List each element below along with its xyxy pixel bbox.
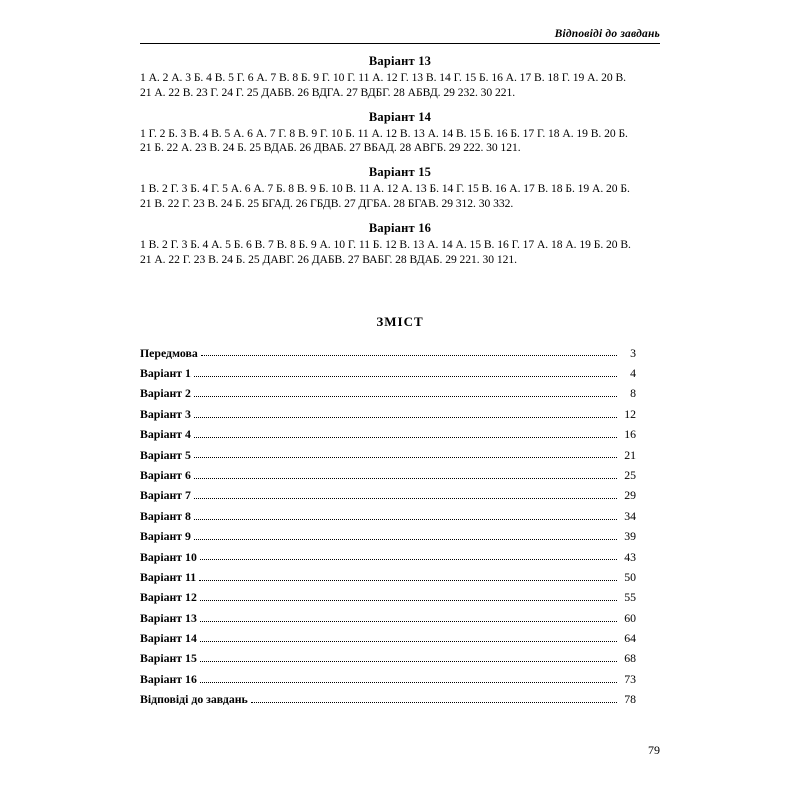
- answer-line: 21 Б. 22 А. 23 В. 24 Б. 25 ВДАБ. 26 ДВАБ. 27 ВБАД. 28 АВГБ. 29 222. 30 121.: [140, 141, 521, 155]
- toc-entry[interactable]: [140, 429, 636, 441]
- toc-entry-label: Варіант 14: [140, 631, 197, 646]
- answer-line: 21 В. 22 Г. 23 В. 24 Б. 25 БГАД. 26 ГБДВ. 27 ДГБА. 28 БГАВ. 29 312. 30 332.: [140, 197, 514, 211]
- toc-entry[interactable]: [140, 671, 636, 686]
- toc-entry-page: 55: [624, 590, 636, 605]
- toc-entry-page: 25: [624, 467, 636, 482]
- answer-block: [140, 165, 660, 212]
- running-head: Відповіді до завдань: [554, 28, 660, 40]
- toc-entry[interactable]: [140, 508, 636, 523]
- toc-leader-dots: [201, 354, 617, 356]
- toc-leader-dots: [200, 681, 617, 683]
- toc-entry-label: Відповіді до завдань: [140, 692, 248, 707]
- toc-leader-dots: [194, 456, 617, 458]
- toc-entry[interactable]: [140, 406, 636, 421]
- toc-entry-page: 8: [630, 386, 636, 401]
- toc-entry-label: Варіант 12: [140, 590, 197, 605]
- answer-line: 1 В. 2 Г. 3 Б. 4 А. 5 Б. 6 В. 7 В. 8 Б. 9 А. 10 Г. 11 Б. 12 В. 13 А. 14 А. 15 В. 16 Г. 17 А. 18 А. 19 Б. 20 В.: [140, 237, 631, 251]
- toc-leader-dots: [194, 416, 617, 418]
- toc-entry[interactable]: [140, 467, 636, 482]
- toc-entry-page: 12: [624, 406, 636, 421]
- answer-block-title: Варіант 13: [368, 54, 432, 68]
- toc-title: ЗМІСТ: [376, 313, 424, 329]
- toc-entry-page: 64: [624, 631, 636, 646]
- table-of-contents: [140, 345, 636, 707]
- toc-leader-dots: [194, 518, 617, 520]
- toc-entry-label: Варіант 4: [140, 427, 191, 442]
- toc-entry-label: Варіант 9: [140, 529, 191, 544]
- toc-entry-label: Варіант 7: [140, 488, 191, 503]
- answer-line: 1 Г. 2 Б. 3 В. 4 В. 5 А. 6 А. 7 Г. 8 В. 9 Г. 10 Б. 11 А. 12 В. 13 А. 14 В. 15 Б. 16 Б. 17 Г. 18 А. 19 В. 20 Б.: [140, 126, 628, 140]
- toc-entry-page: 3: [630, 345, 636, 360]
- toc-entry[interactable]: [140, 592, 636, 604]
- toc-entry[interactable]: [140, 610, 636, 625]
- toc-entry-page: 68: [624, 651, 636, 666]
- toc-entry-page: 78: [624, 692, 636, 707]
- toc-entry-label: Варіант 3: [140, 406, 191, 421]
- page-number: 79: [648, 743, 660, 757]
- toc-leader-dots: [251, 701, 617, 703]
- toc-entry-label: Варіант 8: [140, 508, 191, 523]
- toc-entry[interactable]: [140, 447, 636, 462]
- toc-entry-page: 34: [624, 508, 636, 523]
- header-rule: [140, 43, 660, 44]
- answer-block-title: Варіант 15: [368, 165, 432, 180]
- toc-entry[interactable]: [140, 549, 636, 564]
- answer-block-title: Варіант 14: [368, 109, 432, 124]
- toc-entry-page: 73: [624, 671, 636, 686]
- toc-entry-page: 29: [624, 488, 636, 503]
- answer-line: 21 А. 22 В. 23 Г. 24 Г. 25 ДАБВ. 26 ВДГА. 27 ВДБГ. 28 АБВД. 29 232. 30 221.: [140, 85, 516, 99]
- answer-block: [140, 54, 660, 101]
- toc-leader-dots: [200, 640, 617, 642]
- toc-leader-dots: [200, 660, 617, 662]
- toc-entry[interactable]: [140, 345, 636, 360]
- toc-entry-label: Варіант 13: [140, 610, 197, 625]
- toc-entry-page: 60: [624, 610, 636, 625]
- toc-entry-page: 16: [624, 427, 636, 442]
- toc-leader-dots: [194, 538, 617, 540]
- toc-entry-page: 43: [624, 549, 636, 564]
- toc-entry-label: Варіант 2: [140, 386, 191, 401]
- toc-entry-label: Варіант 10: [140, 549, 197, 564]
- toc-entry[interactable]: [140, 490, 636, 502]
- toc-leader-dots: [200, 558, 617, 560]
- toc-entry-page: 21: [624, 447, 636, 462]
- toc-entry-page: 50: [624, 569, 636, 584]
- toc-leader-dots: [200, 599, 617, 601]
- toc-leader-dots: [194, 436, 617, 438]
- toc-entry-label: Варіант 5: [140, 447, 191, 462]
- toc-entry[interactable]: [140, 388, 636, 400]
- toc-entry[interactable]: [140, 368, 636, 380]
- toc-entry[interactable]: [140, 633, 636, 645]
- toc-leader-dots: [194, 497, 617, 499]
- toc-leader-dots: [194, 395, 617, 397]
- toc-leader-dots: [199, 579, 617, 581]
- toc-entry-label: Варіант 15: [140, 651, 197, 666]
- answer-line: 1 А. 2 А. 3 Б. 4 В. 5 Г. 6 А. 7 В. 8 Б. 9 Г. 10 Г. 11 А. 12 Г. 13 В. 14 Г. 15 Б. 16 А. 17 В. 18 Г. 19 А. 20 В.: [140, 71, 627, 84]
- answer-line: 1 В. 2 Г. 3 Б. 4 Г. 5 А. 6 А. 7 Б. 8 В. 9 Б. 10 В. 11 А. 12 А. 13 Б. 14 Г. 15 В. 16 А. 17 В. 18 Б. 19 А. 20 Б.: [140, 182, 630, 196]
- answer-key-section: [140, 54, 660, 268]
- toc-leader-dots: [194, 375, 617, 377]
- toc-entry[interactable]: [140, 531, 636, 543]
- toc-leader-dots: [200, 620, 617, 622]
- toc-entry[interactable]: [140, 694, 636, 706]
- toc-entry-label: Варіант 1: [140, 366, 191, 381]
- answer-line: 21 А. 22 Г. 23 В. 24 Б. 25 ДАВГ. 26 ДАБВ. 27 ВАБГ. 28 ВДАБ. 29 221. 30 121.: [140, 252, 517, 266]
- answer-block-title: Варіант 16: [368, 220, 432, 235]
- page-content: [140, 28, 660, 715]
- toc-entry-label: Варіант 6: [140, 467, 191, 482]
- toc-entry-label: Варіант 16: [140, 671, 197, 686]
- toc-entry[interactable]: [140, 569, 636, 584]
- toc-entry-label: Варіант 11: [140, 569, 197, 584]
- answer-block: [140, 221, 660, 268]
- toc-entry[interactable]: [140, 653, 636, 665]
- toc-entry-page: 39: [624, 529, 636, 544]
- answer-block: [140, 110, 660, 157]
- toc-leader-dots: [194, 477, 617, 479]
- toc-entry-label: Передмова: [140, 345, 198, 360]
- toc-entry-page: 4: [630, 366, 636, 381]
